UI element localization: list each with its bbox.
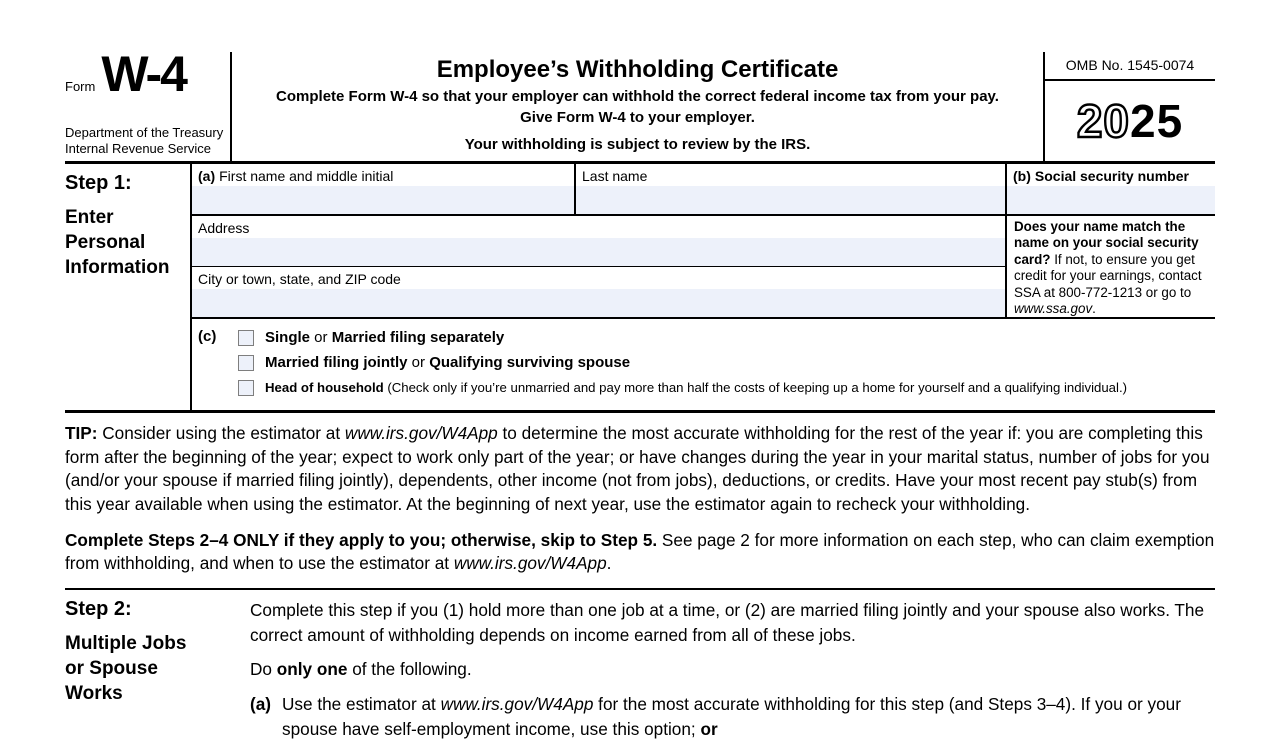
single-bold: Single [265,329,311,347]
first-name-item-letter: (a) [198,168,216,184]
step2a-text-1: Use the estimator at [282,693,441,714]
form-title: Employee’s Withholding Certificate [436,56,839,83]
tip-text-1: Consider using the estimator at [97,423,345,444]
filing-option-married-jointly [238,350,1127,375]
omb-number: OMB No. 1545-0074 [1045,52,1215,81]
step2-option-a [250,692,1215,742]
ssn-label [1007,164,1215,186]
step2-following: of the following. [347,658,472,679]
step2-do: Do [250,658,277,679]
step2-number: Step 2: [65,597,132,620]
filing-option-head-of-household [238,375,1127,400]
first-name-input[interactable] [192,186,574,214]
agency-line-1: Department of the Treasury [65,125,224,140]
step2-title-line1: Multiple Jobs [65,632,187,654]
step2-do-only-one [250,657,1215,682]
ssn-note-period: . [1092,301,1096,317]
agency-block [65,125,230,157]
address-label: Address [198,220,250,236]
married-separately-bold: Married filing separately [331,329,505,347]
married-jointly-or: or [407,354,430,372]
ssn-label-text: Social security number [1034,168,1189,184]
step2-title-line2: or Spouse [65,657,158,679]
form-subtitle-3: Your withholding is subject to review by the IRS. [464,136,811,153]
step2-title-line3: Works [65,682,123,704]
ssa-url: www.ssa.gov [1014,301,1093,317]
first-name-label-text: First name and middle initial [219,168,394,184]
tax-year-outline: 20 [1076,95,1130,147]
head-of-household-note: (Check only if you’re unmarried and pay more than half the costs of keeping up a home for yourself and a qualifying individual.) [383,380,1127,396]
step1-title-line2: Personal [65,232,146,253]
form-title-block [230,52,1045,161]
tax-year-solid: 25 [1130,95,1184,147]
step1-section [65,164,1215,413]
head-of-household-checkbox[interactable] [238,380,254,396]
step2a-or-bold: or [700,718,718,739]
married-jointly-bold: Married filing jointly [265,354,408,372]
filing-status-section [192,317,1215,410]
last-name-label: Last name [582,168,648,184]
step2-option-a-text [282,692,1215,742]
step1-title-line1: Enter [65,207,114,228]
ssn-input[interactable] [1007,186,1215,214]
tip-text-2: to determine the most accurate withholding for the rest of the year if: you are completing this form after the beginning of the year; expect to work only part of the year; or have changes during the year in your marital status, number of jobs for you (and/or your spouse if married filing jointly), dependents, other income (not from jobs), deductions, or credits. Have your most recent pay stub(s) from this year available when using the estimator. At the beginning of next year, use the estimator again to recheck your withholding. [65,423,1210,514]
step2-option-a-letter: (a) [250,693,272,714]
form-word: Form [65,79,96,94]
address-input[interactable] [192,238,1005,266]
step1-fields [190,164,1215,410]
steps-2-4-period: . [606,553,612,574]
ssn-item-letter: (b) [1013,168,1031,184]
tax-year [1045,81,1215,161]
surviving-spouse-bold: Qualifying surviving spouse [429,354,631,372]
first-name-label [192,164,574,186]
filing-status-options [238,325,1127,400]
form-header [65,46,1215,164]
single-or: or [310,329,332,347]
filing-option-single-label [265,329,504,346]
address-city-column [192,216,1005,317]
step1-label [65,164,190,410]
ssn-note-text: If not, to ensure you get credit for your earnings, contact SSA at 800-772-1213 or go to [1014,251,1202,300]
step2-content [250,598,1215,742]
ssn-cell [1005,164,1215,214]
filing-status-item-letter: (c) [198,328,217,346]
steps-2-4-bold: Complete Steps 2–4 ONLY if they apply to you; otherwise, skip to Step 5. [65,530,658,551]
estimator-url-2: www.irs.gov/W4App [453,553,607,574]
city-cell [192,267,1005,317]
first-name-cell [192,164,574,214]
ssn-note-bold: Does your name match the name on your social security card? [1014,219,1199,267]
step2-label [65,598,250,742]
form-id-block [65,46,230,161]
step2-intro: Complete this step if you (1) hold more than one job at a time, or (2) are married filing jointly and your spouse also works. The correct amount of withholding depends on income earned from all of these jobs. [250,599,1205,645]
step2a-text-2: for the most accurate withholding for this step (and Steps 3–4). If you or your spouse have self-employment income, use this option; [282,693,1181,739]
estimator-url: www.irs.gov/W4App [344,423,498,444]
step2-section [65,588,1215,742]
last-name-cell [574,164,1005,214]
step1-title-line3: Information [65,257,170,278]
step2-only-one-bold: only one [276,658,348,679]
last-name-input[interactable] [576,186,1005,214]
city-label: City or town, state, and ZIP code [198,271,401,287]
omb-year-block [1045,52,1215,161]
filing-option-married-jointly-label [265,354,630,371]
steps-2-4-text: See page 2 for more information on each step, who can claim exemption from withholding, and when to use the estimator at [65,530,1215,574]
steps-2-4-paragraph [65,518,1215,588]
head-of-household-bold: Head of household [265,380,384,396]
form-subtitle-2: Give Form W-4 to your employer. [520,109,755,126]
tip-paragraph [65,413,1215,518]
agency-line-2: Internal Revenue Service [65,141,211,156]
filing-option-head-of-household-label [265,380,1127,395]
tip-label: TIP: [65,423,98,444]
form-number: W-4 [101,46,186,102]
form-subtitle-1: Complete Form W-4 so that your employer can withhold the correct federal income tax from your pay. [276,88,999,105]
single-checkbox[interactable] [238,330,254,346]
married-jointly-checkbox[interactable] [238,355,254,371]
estimator-url-3: www.irs.gov/W4App [440,693,594,714]
ssn-match-note [1005,216,1215,317]
filing-option-single [238,325,1127,350]
city-input[interactable] [192,289,1005,317]
step1-number: Step 1: [65,172,132,194]
address-cell [192,216,1005,267]
